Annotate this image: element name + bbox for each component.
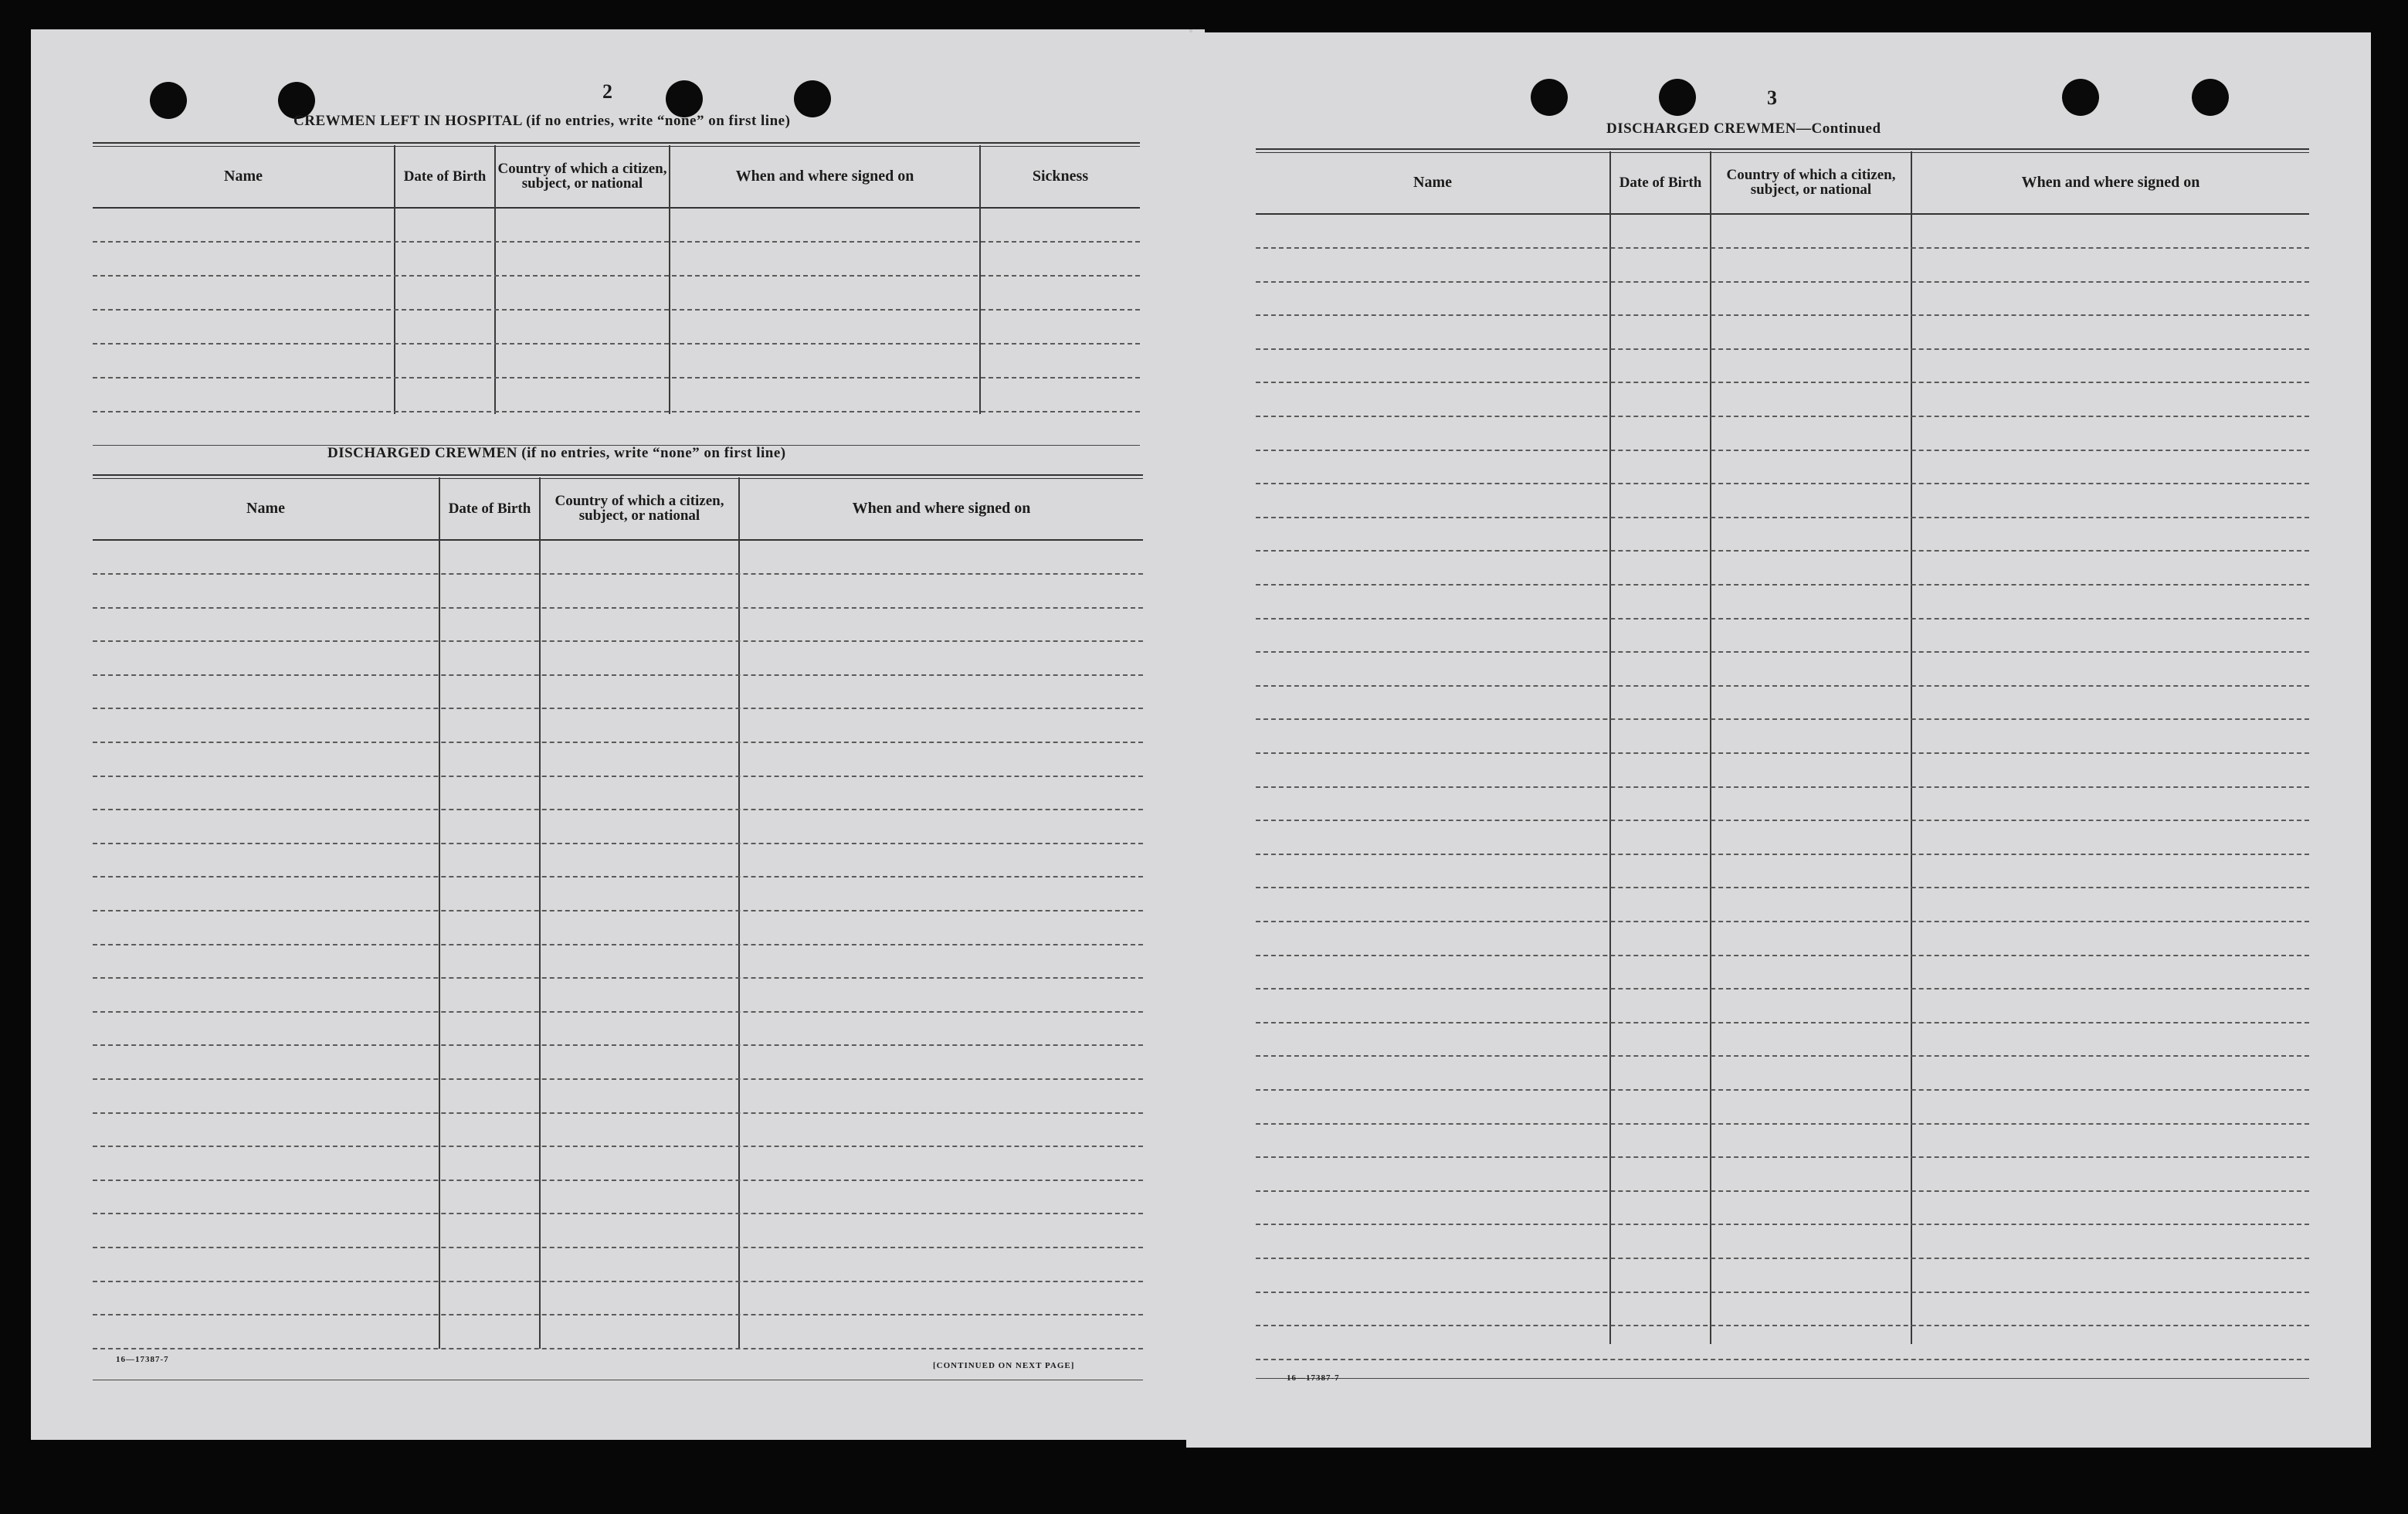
table-row [1256, 752, 2309, 754]
table-row [93, 275, 1140, 277]
table-row [1256, 1258, 2309, 1259]
col-header-date-of-birth: Date of Birth [448, 500, 531, 517]
page-number: 3 [1767, 87, 1777, 109]
table-row [93, 309, 1140, 311]
punch-hole [1659, 79, 1696, 116]
table-row [1256, 550, 2309, 552]
col-header-signed-on: When and where signed on [735, 168, 914, 185]
table-row [1256, 584, 2309, 586]
table-row [1256, 1089, 2309, 1091]
table-row [93, 343, 1140, 345]
table-row [1256, 887, 2309, 888]
punch-hole [794, 80, 831, 117]
punch-hole [1531, 79, 1568, 116]
col-header-date-of-birth: Date of Birth [1619, 174, 1702, 191]
left-page [31, 29, 1205, 1440]
discharged-table [93, 474, 1143, 1386]
page-number: 2 [602, 80, 612, 103]
table-row [93, 1011, 1143, 1013]
column-divider [1911, 151, 1912, 1344]
discharged-section-title [327, 445, 786, 462]
table-row [1256, 685, 2309, 687]
table-row [1256, 786, 2309, 788]
table-row [1256, 1359, 2309, 1360]
column-divider [1609, 151, 1611, 1344]
table-row [93, 1213, 1143, 1214]
col-header-name: Name [224, 168, 263, 185]
right-page [1186, 32, 2371, 1448]
table-row [93, 776, 1143, 777]
section-note: (if no entries, write “none” on first line) [526, 113, 791, 129]
table-row [93, 411, 1140, 412]
table-row [93, 708, 1143, 709]
table-row [1256, 988, 2309, 990]
col-header-name: Name [1413, 174, 1452, 191]
table-row [93, 573, 1143, 575]
col-header-country: Country of which a citizen, subject, or national [555, 493, 724, 524]
column-divider [979, 145, 981, 414]
col-header-country: Country of which a citizen, subject, or national [1726, 167, 1896, 198]
punch-hole [2062, 79, 2099, 116]
form-code: 16—17387-7 [1287, 1373, 1340, 1383]
table-row [93, 241, 1140, 243]
table-row [1256, 1190, 2309, 1192]
hospital-table [93, 142, 1140, 451]
table-row [1256, 955, 2309, 956]
section-title-text: CREWMEN LEFT IN HOSPITAL [293, 113, 522, 129]
table-row [93, 944, 1143, 945]
table-row [93, 1247, 1143, 1248]
table-row [93, 977, 1143, 979]
table-row [93, 1281, 1143, 1282]
discharged-continued-table [1256, 148, 2309, 1384]
table-row [1256, 1325, 2309, 1326]
table-row [93, 1314, 1143, 1315]
table-row [1256, 854, 2309, 855]
table-row [93, 1348, 1143, 1349]
section-note: (if no entries, write “none” on first line) [521, 445, 786, 461]
continued-note: [CONTINUED ON NEXT PAGE] [933, 1361, 1075, 1370]
table-row [93, 843, 1143, 844]
continued-label: —Continued [1796, 121, 1881, 137]
table-row [1256, 718, 2309, 720]
table-row [93, 640, 1143, 642]
table-row [1256, 820, 2309, 821]
table-row [93, 1044, 1143, 1046]
col-header-signed-on: When and where signed on [852, 500, 1031, 517]
table-row [93, 910, 1143, 911]
table-row [1256, 618, 2309, 620]
table-row [93, 809, 1143, 810]
column-divider [669, 145, 670, 414]
punch-hole [2192, 79, 2229, 116]
table-row [1256, 1022, 2309, 1023]
table-row [1256, 1156, 2309, 1158]
section-title-text: DISCHARGED CREWMEN [1606, 121, 1796, 137]
col-header-sickness: Sickness [1032, 168, 1089, 185]
table-row [1256, 247, 2309, 249]
punch-hole [666, 80, 703, 117]
table-row [1256, 1224, 2309, 1225]
table-row [93, 1078, 1143, 1080]
table-row [93, 377, 1140, 378]
col-header-signed-on: When and where signed on [2021, 174, 2200, 191]
discharged-continued-title [1606, 121, 1881, 137]
table-row [93, 742, 1143, 743]
table-row [93, 607, 1143, 609]
table-row [1256, 416, 2309, 417]
table-row [1256, 281, 2309, 283]
table-row [1256, 348, 2309, 350]
table-row [93, 876, 1143, 878]
col-header-name: Name [246, 500, 285, 517]
form-code: 16—17387-7 [116, 1355, 169, 1364]
punch-hole [150, 82, 187, 119]
table-row [93, 1180, 1143, 1181]
table-row [1256, 1292, 2309, 1293]
col-header-date-of-birth: Date of Birth [403, 168, 487, 185]
col-header-country: Country of which a citizen, subject, or national [497, 161, 667, 192]
table-row [1256, 1123, 2309, 1125]
section-title-text: DISCHARGED CREWMEN [327, 445, 517, 461]
table-row [1256, 382, 2309, 383]
table-row [1256, 651, 2309, 653]
table-row [93, 1146, 1143, 1147]
table-row [1256, 450, 2309, 451]
table-row [1256, 921, 2309, 922]
table-row [1256, 314, 2309, 316]
column-divider [1710, 151, 1711, 1344]
column-divider [494, 145, 496, 414]
hospital-section-title [293, 113, 790, 130]
table-row [93, 674, 1143, 676]
column-divider [394, 145, 395, 414]
table-row [93, 1112, 1143, 1114]
table-row [1256, 483, 2309, 484]
table-row [1256, 1055, 2309, 1057]
table-row [1256, 517, 2309, 518]
